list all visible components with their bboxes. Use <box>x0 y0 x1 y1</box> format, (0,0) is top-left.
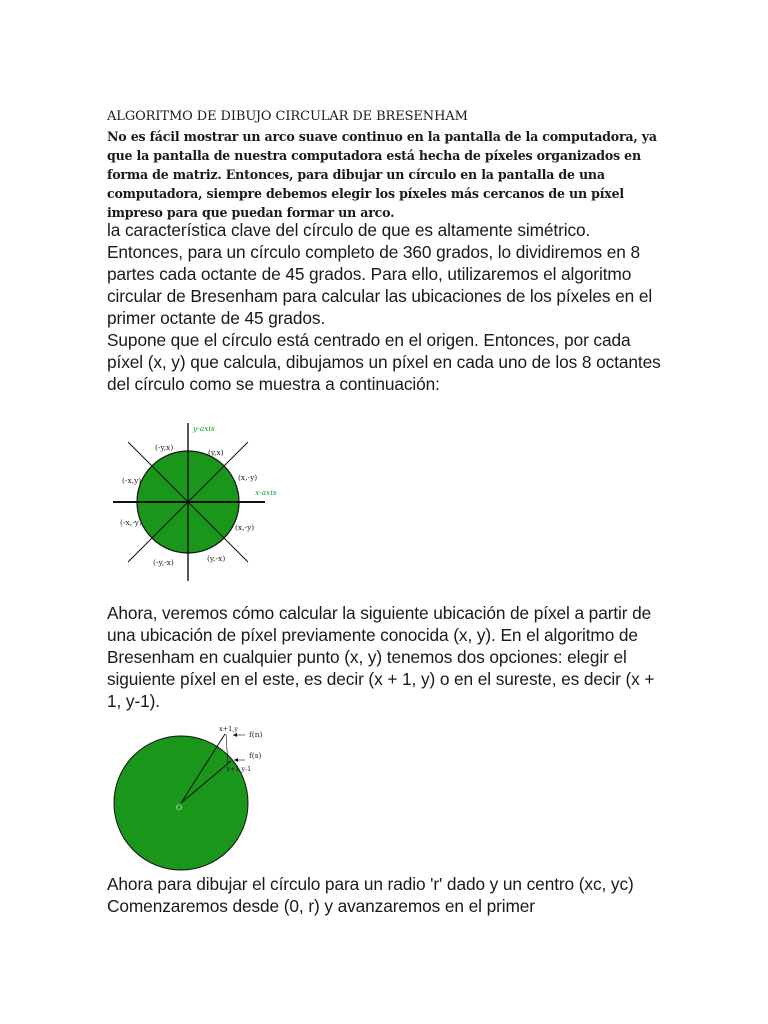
octant-label: (-x,y) <box>122 476 142 485</box>
y-axis-label: y-axis <box>193 424 215 433</box>
label-southeast: x+1,y-1 <box>226 765 252 773</box>
octant-label: (-y,-x) <box>153 558 174 567</box>
paragraph-octants: Supone que el círculo está centrado en el origen. Entonces, por cada píxel (x, y) que calcula, dibujamos un píxel en cada uno de los 8 octantes del círculo como se muestra a continuación: <box>107 330 661 394</box>
paragraph-draw-circle: Ahora para dibujar el círculo para un radio 'r' dado y un centro (xc, yc) Comenzaremos desde (0, r) y avanzaremos en el primer <box>107 874 634 916</box>
label-fn: f(n) <box>249 730 263 739</box>
fn-arrow-head <box>233 733 237 737</box>
x-axis-label: x-axis <box>255 488 277 497</box>
octant-label: (y,-x) <box>207 554 226 563</box>
octant-label: (-x,-y) <box>120 518 142 527</box>
octant-label: (x,-y) <box>235 523 255 532</box>
paragraph-symmetry: la característica clave del círculo de que es altamente simétrico. Entonces, para un círculo completo de 360 grados, lo dividiremos en 8 partes cada octante de 45 grados. Para ello, utilizaremos el algoritmo circular de Bresenham para calcular las ubicaciones de los píxeles en el primer octante de 45 grados. <box>107 220 653 328</box>
fs-arrow-head <box>234 758 238 762</box>
octant-label: (-y,x) <box>155 443 174 452</box>
octant-label: (x,-y) <box>238 473 258 482</box>
paragraph-next-pixel: Ahora, veremos cómo calcular la siguiente ubicación de píxel a partir de una ubicación de píxel previamente conocida (x, y). En el algoritmo de Bresenham en cualquier punto (x, y) tenemos dos opciones: elegir el siguiente píxel en el este, es decir (x + 1, y) o en el sureste, es decir (x + 1, y-1). <box>107 603 655 711</box>
document-title: ALGORITMO DE DIBUJO CIRCULAR DE BRESENHAM <box>107 109 468 124</box>
label-east: x+1,y <box>219 725 238 733</box>
octant-label: (y,x) <box>208 448 224 457</box>
octant-symmetry-figure <box>110 415 300 585</box>
label-origin: O <box>176 803 183 812</box>
next-pixel-figure <box>113 718 303 873</box>
label-fs: f(s) <box>249 751 262 760</box>
intro-paragraph: No es fácil mostrar un arco suave continuo en la pantalla de la computadora, ya que la pantalla de nuestra computadora está hecha de píxeles organizados en forma de matriz. Entonces, para dibujar un círculo en la pantalla de una computadora, siempre debemos elegir los píxeles más cercanos de un píxel impreso para que puedan formar un arco. <box>107 129 657 220</box>
